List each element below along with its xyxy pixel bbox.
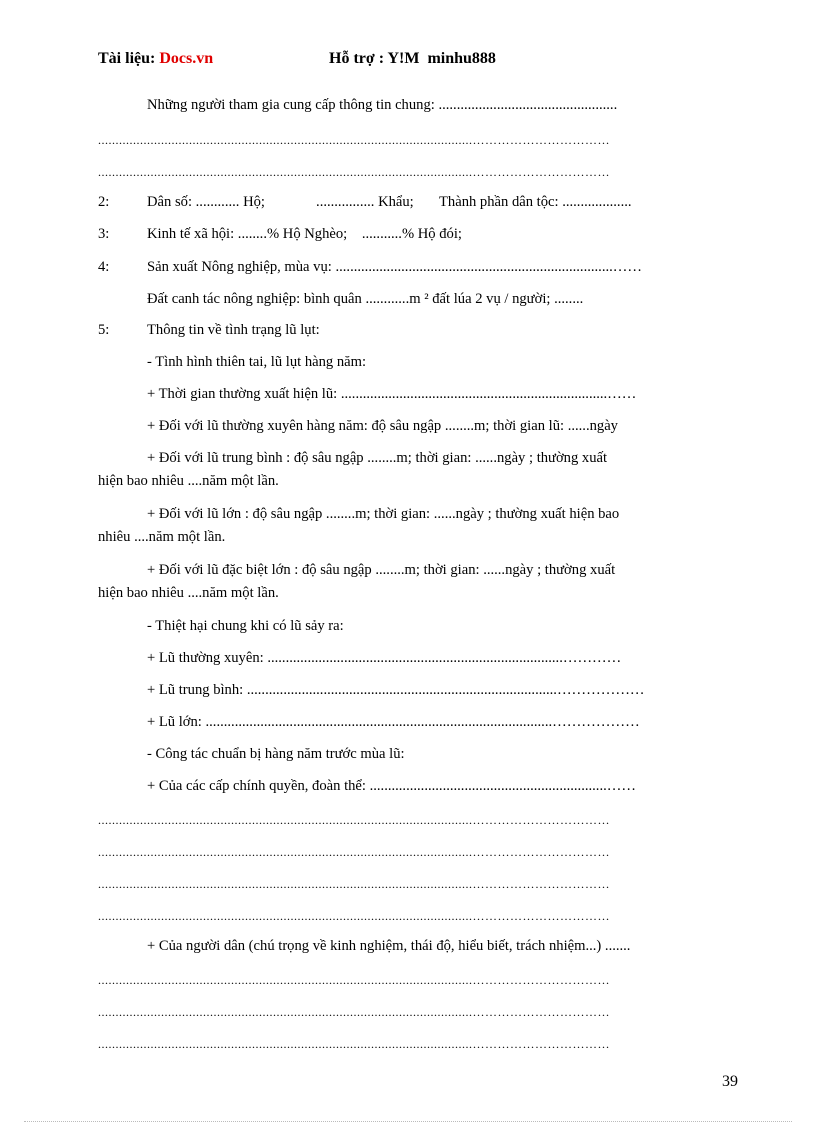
blank-line: ...........................................................................................................…………………………… xyxy=(98,1037,610,1051)
flood-info-heading: Thông tin về tình trạng lũ lụt: xyxy=(147,322,320,338)
blank-line: ...........................................................................................................…………………………… xyxy=(98,813,610,827)
header-support-label: Hỗ trợ : xyxy=(329,50,385,67)
flood-large-line: + Đối với lũ lớn : độ sâu ngập ........m; thời gian: ......ngày ; thường xuất hiện bao xyxy=(147,506,620,522)
flood-xl-line-cont: hiện bao nhiêu ....năm một lần. xyxy=(98,585,279,601)
header-doc-site[interactable]: Docs.vn xyxy=(159,50,214,67)
header-support xyxy=(329,50,496,68)
blank-line: ...........................................................................................................…………………………… xyxy=(98,877,610,891)
header-support-id: minhu888 xyxy=(427,50,496,67)
blank-line: ...........................................................................................................…………………………… xyxy=(98,973,610,987)
header-support-ym: Y!M xyxy=(387,50,420,67)
blank-line: ...........................................................................................................…………………………… xyxy=(98,165,610,179)
participants-line: Những người tham gia cung cấp thông tin chung: ................................................. xyxy=(147,97,618,113)
damage-heading: - Thiệt hại chung khi có lũ sảy ra: xyxy=(147,618,344,634)
damage-large-line: + Lũ lớn: ...............................................................................................……………… xyxy=(147,714,640,730)
blank-line: ...........................................................................................................…………………………… xyxy=(98,909,610,923)
item-number: 5: xyxy=(98,322,110,338)
flood-regular-line: + Đối với lũ thường xuyên hàng năm: độ sâu ngập ........m; thời gian lũ: ......ngày xyxy=(147,418,618,434)
prep-heading: - Công tác chuẩn bị hàng năm trước mùa lũ: xyxy=(147,746,405,762)
item-number: 3: xyxy=(98,226,110,242)
item-number: 2: xyxy=(98,194,110,210)
flood-xl-line: + Đối với lũ đặc biệt lớn : độ sâu ngập ........m; thời gian: ......ngày ; thường xuất xyxy=(147,562,616,578)
blank-line: ...........................................................................................................…………………………… xyxy=(98,133,610,147)
flood-annual-line: - Tình hình thiên tai, lũ lụt hàng năm: xyxy=(147,354,367,370)
damage-regular-line: + Lũ thường xuyên: .................................................................................………… xyxy=(147,650,622,666)
flood-large-line-cont: nhiêu ....năm một lần. xyxy=(98,529,226,545)
flood-medium-line: + Đối với lũ trung bình : độ sâu ngập ........m; thời gian: ......ngày ; thường xuất xyxy=(147,450,608,466)
flood-medium-line-cont: hiện bao nhiêu ....năm một lần. xyxy=(98,473,279,489)
prep-government-line: + Của các cấp chính quyền, đoàn thể: .................................................................…… xyxy=(147,778,636,794)
prep-people-line: + Của người dân (chú trọng về kinh nghiệm, thái độ, hiểu biết, trách nhiệm...) ....... xyxy=(147,938,631,954)
farmland-line: Đất canh tác nông nghiệp: bình quân ............m ² đất lúa 2 vụ / người; ........ xyxy=(147,291,584,307)
header-doc-label: Tài liệu xyxy=(98,50,151,67)
economy-line: Kinh tế xã hội: ........% Hộ Nghèo; ...........% Hộ đói; xyxy=(147,226,462,242)
agriculture-line: Sản xuất Nông nghiệp, mùa vụ: ............................................................................…… xyxy=(147,259,642,275)
item-number: 4: xyxy=(98,259,110,275)
page-number: 39 xyxy=(722,1073,738,1090)
population-line: Dân số: ............ Hộ; ................ Khẩu; Thành phần dân tộc: ................... xyxy=(147,194,632,210)
damage-medium-line: + Lũ trung bình: .....................................................................................……………… xyxy=(147,682,645,698)
page-bottom-divider xyxy=(24,1121,792,1122)
blank-line: ...........................................................................................................…………………………… xyxy=(98,845,610,859)
header-doc-source: Tài liệu: Docs.vn xyxy=(98,50,214,67)
flood-time-line: + Thời gian thường xuất hiện lũ: .........................................................................…… xyxy=(147,386,637,402)
blank-line: ...........................................................................................................…………………………… xyxy=(98,1005,610,1019)
